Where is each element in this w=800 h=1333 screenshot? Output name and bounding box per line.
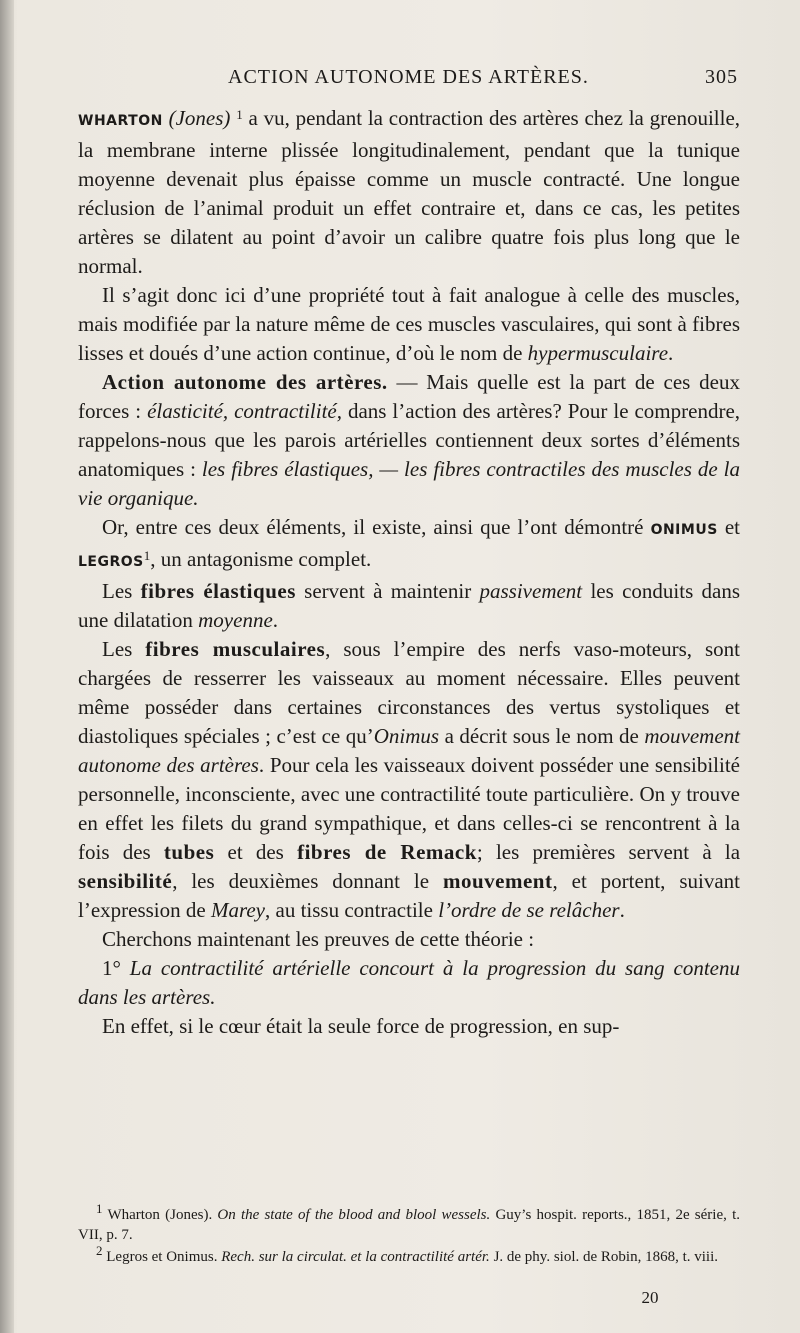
footnote-2: $^2$ Legros et Onimus. Rech. sur la circulat. et la contractilité artér. J. de phy. siol. de Robin, 1868, t. viii. <box>96 1243 719 1265</box>
paragraph-text: Il s’agit donc ici d’une propriété tout à fait analogue à celle des muscles, mais modifiée par la nature même de ces muscles vasculaires, qui sont à fibres lisses et doués d’une action continue, d’où le nom de <box>78 283 740 365</box>
author-name: ONIMUS <box>650 522 718 538</box>
footnote-1: $^1$ Wharton (Jones). On the state of the blood and blool wessels. Guy’s hospit. reports., 1851, 2e série, t. VII, p. 7. <box>78 1201 740 1243</box>
author-firstname: (Jones) <box>168 106 231 130</box>
page-number: 305 <box>705 66 738 88</box>
paragraph-action-autonome: Action autonome des artères. — Mais quelle est la part de ces deux forces : élasticité, contractilité, dans l’action des artères? Pour le comprendre, rappelons-nous que les parois artérielles contiennent deux sortes d’éléments anatomiques : les fibres élastiques, — les fibres contractiles des muscles de la vie organique. <box>78 370 741 510</box>
body-text <box>78 104 740 1041</box>
author-name: LEGROS <box>78 554 144 570</box>
section-heading: Action autonome des artères. <box>102 370 388 394</box>
paragraph-hypermusculaire: Il s’agit donc ici d’une propriété tout à fait analogue à celle des muscles, mais modifiée par la nature même de ces muscles vasculaires, qui sont à fibres lisses et doués d’une action continue, d’où le nom de hypermusculaire. <box>78 283 740 365</box>
paragraph-point-1: 1° La contractilité artérielle concourt à la progression du sang contenu dans les artères. <box>78 956 740 1009</box>
paragraph-wharton <box>78 104 740 281</box>
footnote-ref: 1 <box>236 107 243 122</box>
footnotes <box>78 1201 740 1269</box>
paragraph-text: a vu, pendant la contraction des artères chez la grenouille, la membrane interne plissée longitudinalement, pendant que la tunique moyenne devenait plus épaisse comme un muscle contracté. Une longue réclusion de l’animal produit un effet contraire et, dans ce cas, les petites artères se dilatent au point d’avoir un calibre quatre fois plus long que le normal. <box>78 106 741 278</box>
term-italic: hypermusculaire <box>527 341 669 365</box>
page-gutter-shadow <box>0 0 14 1333</box>
running-title: ACTION AUTONOME DES ARTÈRES. <box>228 66 589 88</box>
paragraph-en-effet: En effet, si le cœur était la seule force de progression, en sup- <box>102 1014 620 1038</box>
paragraph-fibres-musculaires: Les fibres musculaires, sous l’empire des nerfs vaso-moteurs, sont chargées de resserrer les vaisseaux au moment nécessaire. Elles peuvent même posséder dans certaines circonstances des vertus systoliques et diastoliques spéciales ; c’est ce qu’Onimus a décrit sous le nom de mouvement autonome des artères. Pour cela les vaisseaux doivent posséder une sensibilité personnelle, inconsciente, avec une contractilité toute particulière. On y trouve en effet les filets du grand sympathique, et dans celles-ci se rencontrent à la fois des tubes et des fibres de Remack; les premières servent à la sensibilité, les deuxièmes donnant le mouvement, et portent, suivant l’expression de Marey, au tissu contractile l’ordre de se relâcher. <box>78 637 741 922</box>
paragraph-fibres-elastiques: Les fibres élastiques servent à maintenir passivement les conduits dans une dilatation moyenne. <box>78 579 741 632</box>
signature-mark: 20 <box>641 1288 659 1307</box>
paragraph-preuves: Cherchons maintenant les preuves de cette théorie : <box>102 927 535 951</box>
author-name: WHARTON <box>78 113 163 129</box>
footnote-ref: 1 <box>143 548 151 563</box>
paragraph-antagonisme: Or, entre ces deux éléments, il existe, ainsi que l’ont démontré ONIMUS et LEGROS$^1$, un antagonisme complet. <box>78 515 740 571</box>
